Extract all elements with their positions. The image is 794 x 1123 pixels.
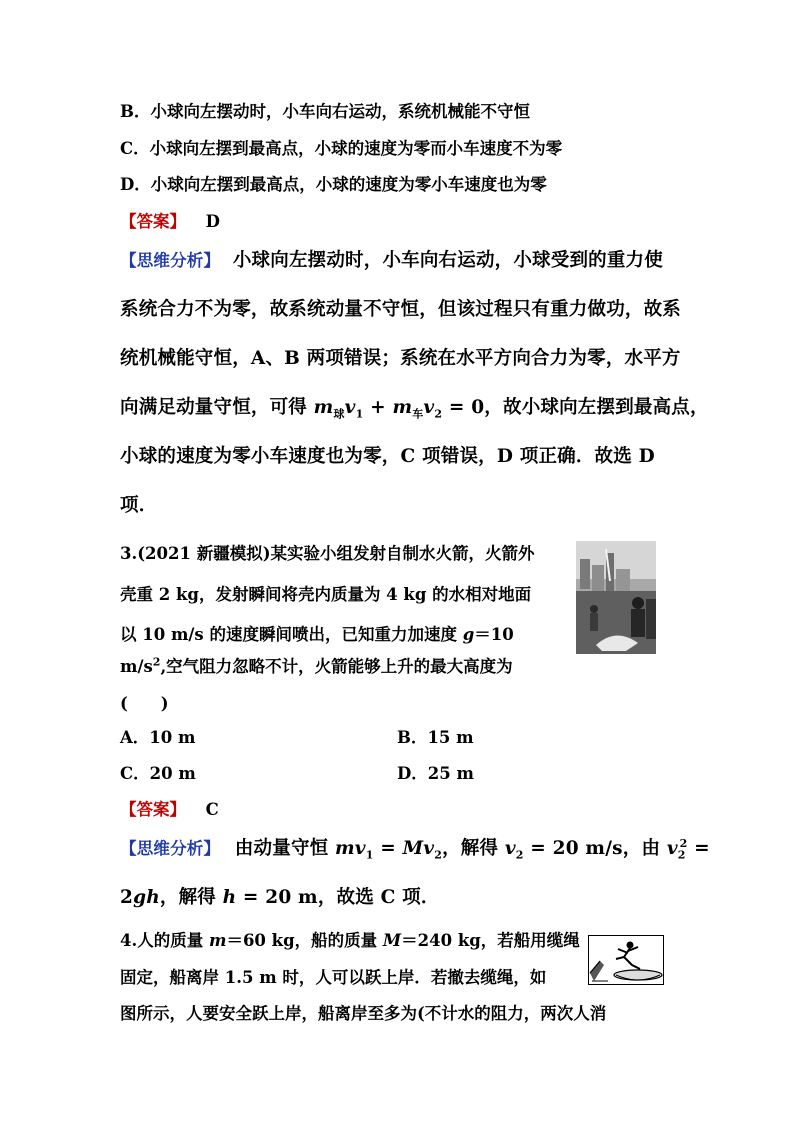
option-d: D．小球向左摆到最高点，小球的速度为零小车速度也为零 xyxy=(120,175,547,194)
boat-diagram xyxy=(588,935,664,985)
q3-answer xyxy=(120,796,219,820)
person-jumping-boat-illustration xyxy=(588,935,664,985)
momentum-formula: $m_球v_1 + m_车v_2 = 0$ xyxy=(313,397,485,421)
answer-value: C xyxy=(205,800,219,819)
answer-tag: 【答案】 xyxy=(120,800,186,819)
q3-analysis-line-2: 2gh，解得 h = 20 m，故选 C 项． xyxy=(120,887,440,908)
q3-line-4: $m/s^2$,空气阻力忽略不计，火箭能够上升的最大高度为 xyxy=(120,655,513,676)
q4-line-2: 固定，船离岸 1.5 m 时，人可以跃上岸．若撤去缆绳，如 xyxy=(120,968,547,987)
analysis-tag: 【思维分析】 xyxy=(120,839,221,858)
q3-option-d: D．25 m xyxy=(397,764,474,783)
q2-answer xyxy=(120,208,220,232)
q3-line-3: 以 10 m/s 的速度瞬间喷出，已知重力加速度 g＝10 xyxy=(120,625,514,644)
q3-line-1: 3.(2021 新疆模拟)某实验小组发射自制水火箭，火箭外 xyxy=(120,544,535,563)
analysis-text: 小球向左摆动时，小车向右运动，小球受到的重力使 xyxy=(232,250,663,271)
q4-line-1: 4.人的质量 m＝60 kg，船的质量 M＝240 kg，若船用缆绳 xyxy=(120,931,580,950)
answer-value: D xyxy=(205,212,220,231)
q2-analysis-line-2: 系统合力不为零，故系统动量不守恒，但该过程只有重力做功，故系 xyxy=(120,299,682,320)
analysis-tag: 【思维分析】 xyxy=(120,251,221,270)
q3-line-5: ( ) xyxy=(120,694,169,713)
analysis-text: ，故小球向左摆到最高点， xyxy=(484,397,709,418)
q3-line-2: 壳重 2 kg，发射瞬间将壳内质量为 4 kg 的水相对地面 xyxy=(120,585,532,604)
answer-tag: 【答案】 xyxy=(120,212,186,231)
q2-analysis-line-4 xyxy=(120,393,709,422)
q2-analysis-line-5: 小球的速度为零小车速度也为零，C 项错误，D 项正确．故选 D xyxy=(120,446,655,467)
water-rocket-photo xyxy=(576,541,656,654)
analysis-text: 向满足动量守恒，可得 xyxy=(120,397,314,418)
q3-option-c: C．20 m xyxy=(120,764,196,783)
q2-analysis-line-3: 统机械能守恒，A、B 两项错误；系统在水平方向合力为零，水平方 xyxy=(120,348,681,369)
q2-analysis-line-6: 项． xyxy=(120,495,158,516)
option-b: B．小球向左摆动时，小车向右运动，系统机械能不守恒 xyxy=(120,102,530,121)
photo-image xyxy=(576,541,656,654)
q3-option-b: B．15 m xyxy=(397,728,474,747)
option-c: C．小球向左摆到最高点，小球的速度为零而小车速度不为零 xyxy=(120,139,563,158)
q4-line-3: 图所示，人要安全跃上岸，船离岸至多为(不计水的阻力，两次人消 xyxy=(120,1004,607,1023)
q3-option-a: A．10 m xyxy=(120,728,196,747)
q2-analysis-line-1 xyxy=(120,246,663,272)
q3-analysis-line-1: 【思维分析】 由动量守恒 $mv_1 = Mv_2$，解得 $v_2 = 20$ m/s，由 $v_2^2$ = xyxy=(120,836,710,862)
q3-source: 3.(2021 新疆模拟) xyxy=(120,544,271,563)
